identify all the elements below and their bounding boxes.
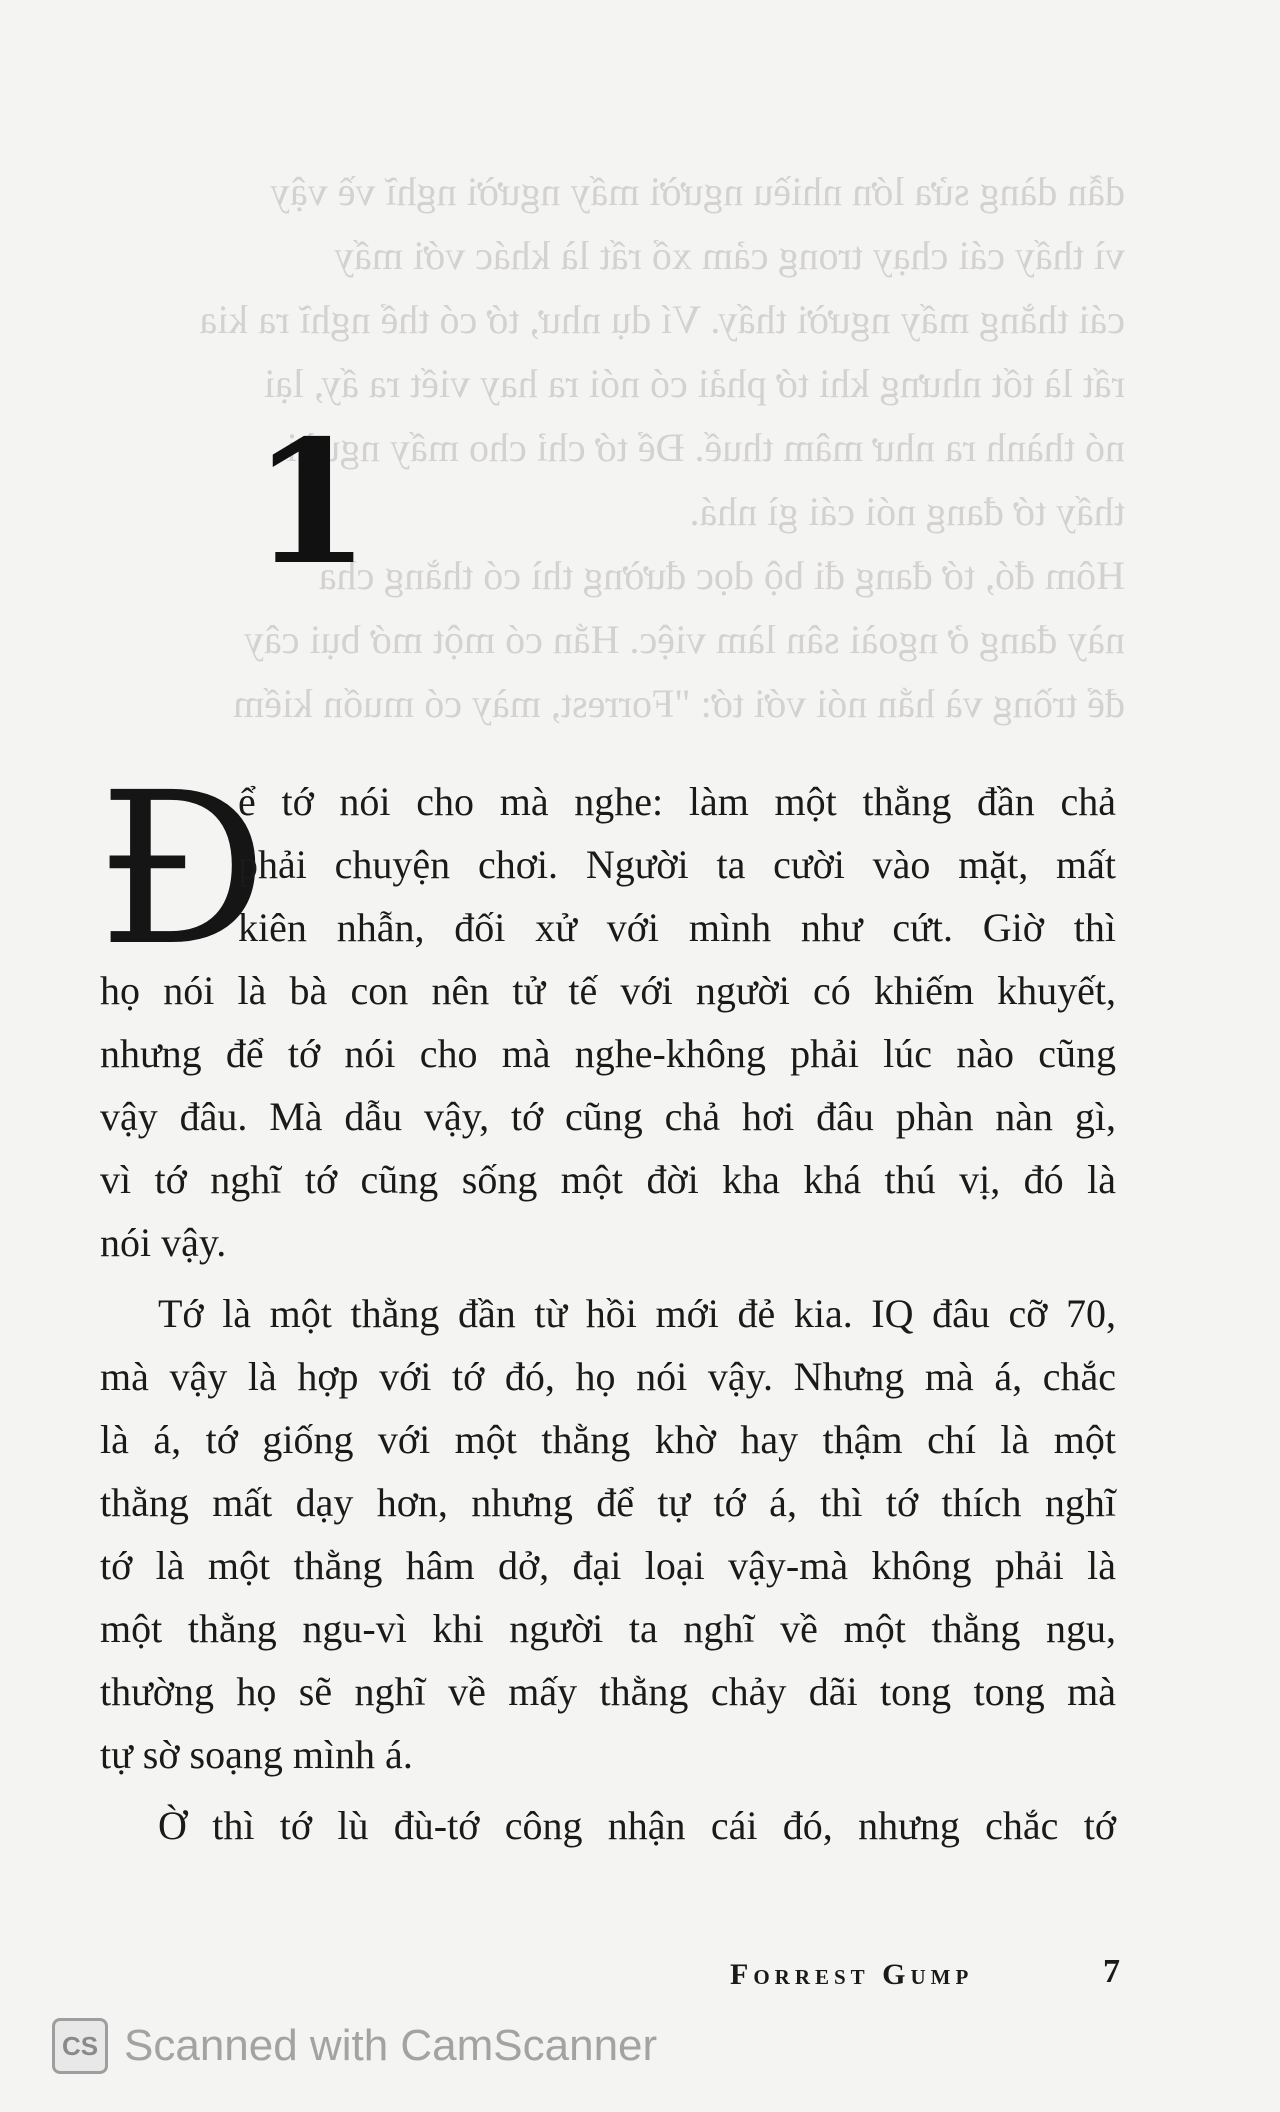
page-number: 7 — [1103, 1953, 1120, 1990]
text-line: mà vậy là hợp với tớ đó, họ nói vậy. Nhưng mà á, chắc — [100, 1354, 1116, 1399]
text-line: tự sờ soạng mình á. — [100, 1732, 413, 1777]
text-line: vì tớ nghĩ tớ cũng sống một đời kha khá thú vị, đó là — [100, 1157, 1116, 1202]
text-line: Tớ là một thằng đần từ hồi mới đẻ kia. IQ đâu cỡ 70, — [158, 1291, 1116, 1336]
text-line: phải chuyện chơi. Người ta cười vào mặt, mất — [238, 842, 1116, 887]
watermark-text: Scanned with CamScanner — [124, 2021, 658, 2070]
text-line: họ nói là bà con nên tử tế với người có khiếm khuyết, — [100, 968, 1116, 1013]
text-line: tớ là một thằng hâm dở, đại loại vậy-mà không phải là — [100, 1543, 1116, 1588]
camscanner-watermark — [52, 2016, 657, 2076]
chapter-number: 1 — [252, 403, 371, 603]
bleed-through-text: dẫn dàng sửa lớn nhiều người mấy người nghĩ về vậy vì thấy cái chạy trong cảm xổ rất là khác với mấy cái thằng mấy người thấy. Ví dụ như, tớ có thể nghĩ ra kia rất là tốt nhưng khi tớ phải có nói ra hay viết ra ấy, lại nó thành ra như mâm thuế. Để tớ chỉ cho mấy người thấy tớ đang nói cái gì nhá. Hôm đó, tớ đang đi bộ dọc đường thì có thằng cha này đang ở ngoài sân làm việc. Hắn có một mớ bụi cây để trồng và hắn nói với tớ: "Forrest, mày có muốn kiếm — [199, 169, 1125, 726]
text-line: thường họ sẽ nghĩ về mấy thằng chảy dãi tong tong mà — [100, 1669, 1116, 1714]
text-line: thằng mất dạy hơn, nhưng để tự tớ á, thì tớ thích nghĩ — [100, 1480, 1116, 1525]
text-line: Ờ thì tớ lù đù-tớ công nhận cái đó, nhưng chắc tớ — [158, 1803, 1116, 1848]
text-line: ể tớ nói cho mà nghe: làm một thằng đần chả — [238, 779, 1116, 824]
text-line: vậy đâu. Mà dẫu vậy, tớ cũng chả hơi đâu phàn nàn gì, — [100, 1094, 1116, 1139]
body-text — [100, 770, 1116, 1857]
camscanner-logo-icon: CS — [52, 2018, 108, 2074]
text-line: là á, tớ giống với một thằng khờ hay thậm chí là một — [100, 1417, 1116, 1462]
drop-cap: Đ — [98, 747, 268, 992]
text-line: nhưng để tớ nói cho mà nghe-không phải lúc nào cũng — [100, 1031, 1116, 1076]
text-line: kiên nhẫn, đối xử với mình như cứt. Giờ thì — [238, 905, 1116, 950]
running-footer-title: Forrest Gump — [730, 1958, 974, 1991]
text-line: nói vậy. — [100, 1220, 227, 1265]
text-line: một thằng ngu-vì khi người ta nghĩ về một thằng ngu, — [100, 1606, 1116, 1651]
